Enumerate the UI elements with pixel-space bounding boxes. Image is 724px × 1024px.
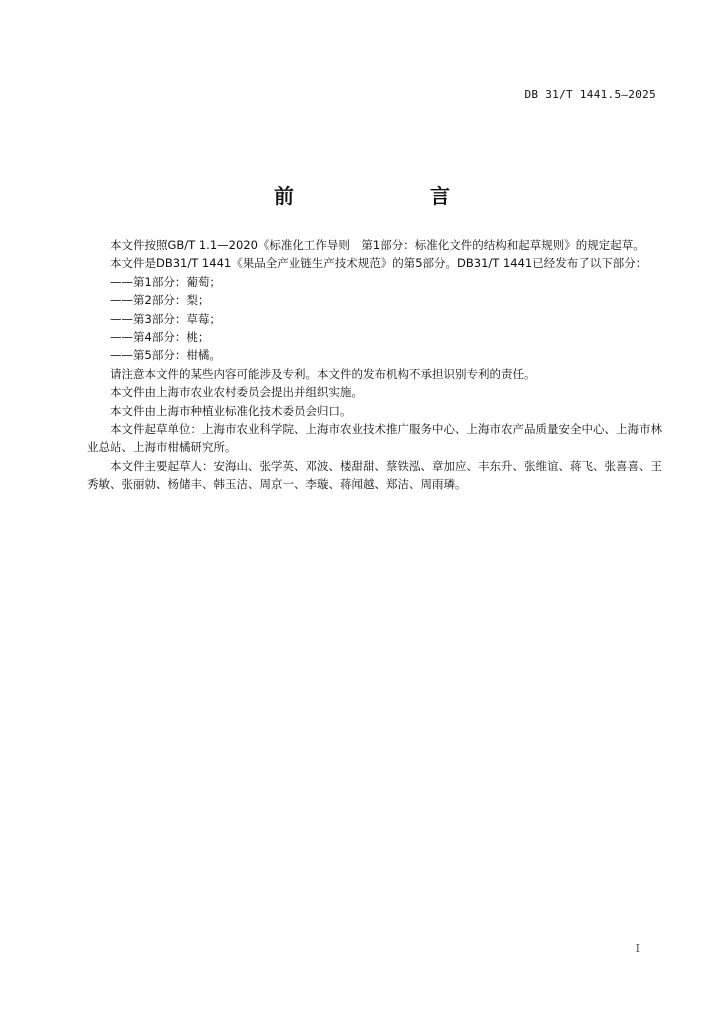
page-title: 前 言 [274, 184, 482, 208]
list-item-part-3: ——第3部分：草莓； [110, 311, 221, 326]
list-item-part-2: ——第2部分：梨； [110, 293, 210, 308]
paragraph-administrator: 本文件由上海市种植业标准化技术委员会归口。 [110, 403, 352, 418]
list-item-part-1: ——第1部分：葡萄； [110, 274, 221, 289]
document-code: DB 31/T 1441.5—2025 [524, 88, 656, 101]
paragraph-drafters: 本文件主要起草人：安海山、张学英、邓波、楼甜甜、蔡铁泓、章加应、丰东升、张维谊、蒋飞、张喜喜、王秀敏、张丽勍、杨储丰、韩玉洁、周京一、李璇、蒋闻越、郑洁、周雨璘。 [87, 458, 662, 492]
list-item-part-5: ——第5部分：柑橘。 [110, 348, 221, 363]
paragraph-patent-notice: 请注意本文件的某些内容可能涉及专利。本文件的发布机构不承担识别专利的责任。 [110, 366, 536, 381]
paragraph-proposer: 本文件由上海市农业农村委员会提出并组织实施。 [110, 385, 363, 400]
paragraph-series-parts: 本文件是DB31/T 1441《果品全产业链生产技术规范》的第5部分。DB31/T 1441已经发布了以下部分： [110, 256, 648, 271]
page-number: I [635, 942, 640, 955]
document-body [87, 236, 662, 494]
paragraph-drafting-units: 本文件起草单位：上海市农业科学院、上海市农业技术推广服务中心、上海市农产品质量安全中心、上海市林业总站、上海市柑橘研究所。 [87, 422, 662, 455]
paragraph-drafting-rules: 本文件按照GB/T 1.1—2020《标准化工作导则 第1部分：标准化文件的结构和起草规则》的规定起草。 [110, 238, 645, 252]
list-item-part-4: ——第4部分：桃； [110, 330, 210, 345]
